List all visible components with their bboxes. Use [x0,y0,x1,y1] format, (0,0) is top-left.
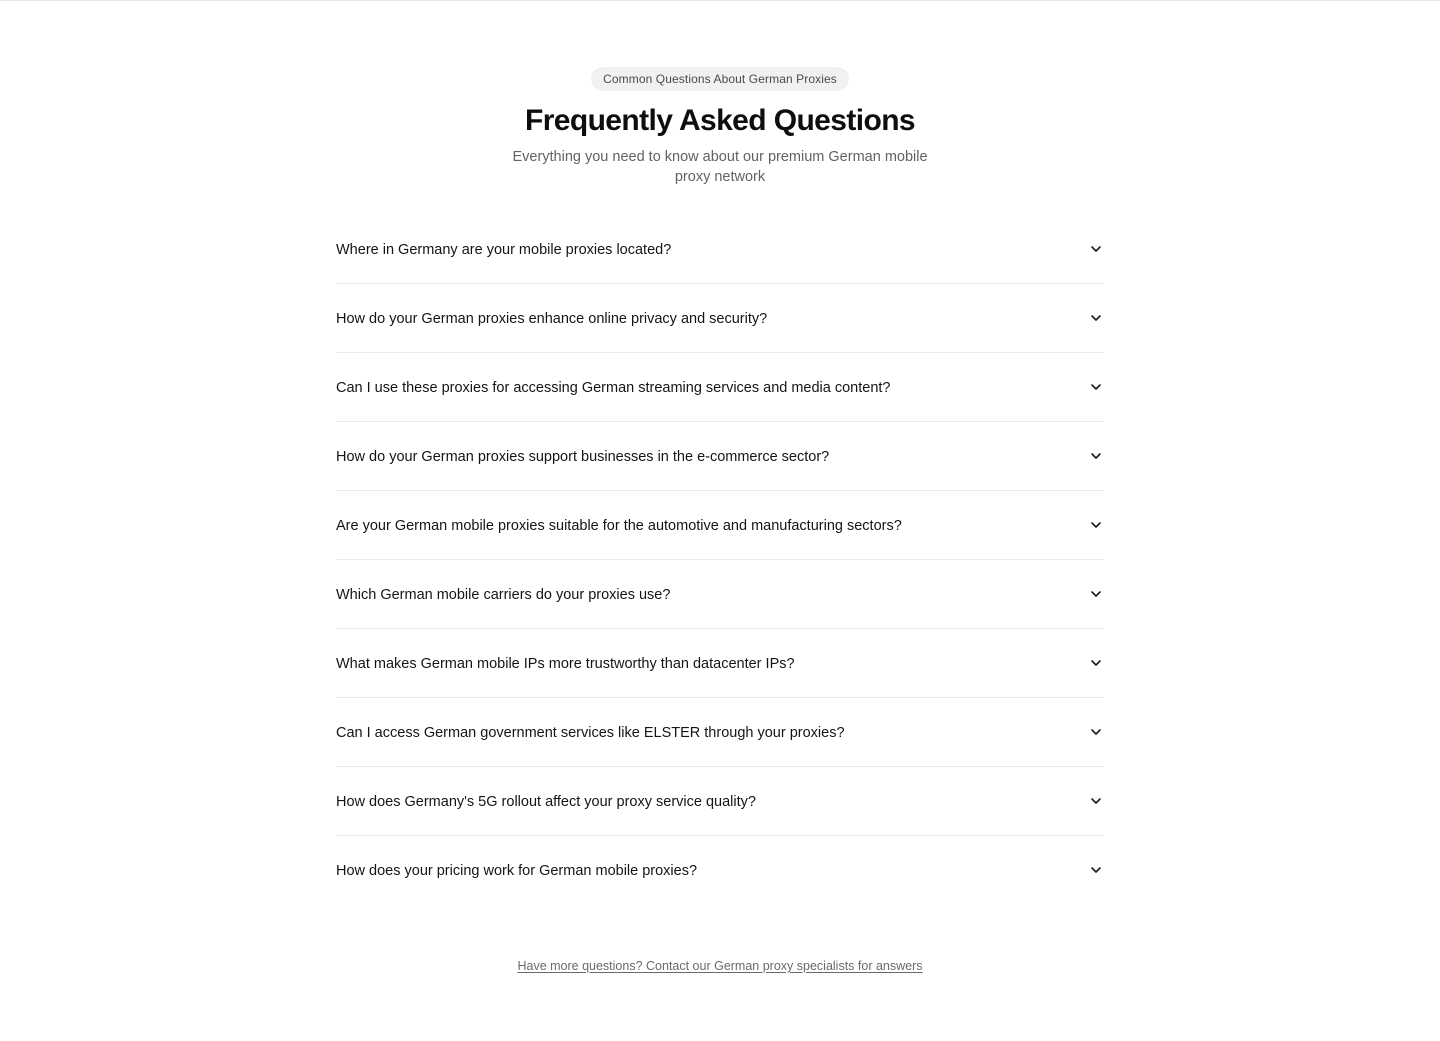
chevron-down-icon[interactable] [1090,312,1102,324]
faq-item[interactable] [336,422,1104,491]
faq-item[interactable] [336,698,1104,767]
chevron-down-icon[interactable] [1090,588,1102,600]
chevron-down-icon[interactable] [1090,795,1102,807]
contact-link-container [0,957,1440,975]
page-subtitle: Everything you need to know about our premium German mobile proxy network [512,149,928,185]
faq-question: Where in Germany are your mobile proxies located? [336,242,672,258]
faq-item[interactable] [336,491,1104,560]
faq-item[interactable] [336,767,1104,836]
faq-item[interactable] [336,284,1104,353]
faq-item[interactable] [336,353,1104,422]
chevron-down-icon[interactable] [1090,381,1102,393]
faq-question: Can I access German government services like ELSTER through your proxies? [336,725,845,741]
faq-question: How does your pricing work for German mobile proxies? [336,863,698,879]
faq-question: Can I use these proxies for accessing German streaming services and media content? [336,380,891,396]
chevron-down-icon[interactable] [1090,657,1102,669]
faq-question: Are your German mobile proxies suitable for the automotive and manufacturing sectors? [336,518,902,534]
faq-question: Which German mobile carriers do your proxies use? [336,587,671,603]
faq-list [336,215,1104,905]
faq-question: What makes German mobile IPs more trustworthy than datacenter IPs? [336,656,795,672]
faq-header [0,67,1440,187]
page-title: Frequently Asked Questions [524,104,916,137]
faq-question: How do your German proxies support businesses in the e-commerce sector? [336,449,830,465]
top-divider [0,0,1440,1]
section-badge: Common Questions About German Proxies [591,67,849,91]
chevron-down-icon[interactable] [1090,726,1102,738]
faq-item[interactable] [336,560,1104,629]
contact-specialists-link[interactable]: Have more questions? Contact our German proxy specialists for answers [517,959,923,973]
chevron-down-icon[interactable] [1090,243,1102,255]
chevron-down-icon[interactable] [1090,864,1102,876]
faq-item[interactable] [336,836,1104,905]
faq-question: How does Germany's 5G rollout affect your proxy service quality? [336,794,756,810]
faq-question: How do your German proxies enhance online privacy and security? [336,311,768,327]
chevron-down-icon[interactable] [1090,450,1102,462]
faq-item[interactable] [336,629,1104,698]
chevron-down-icon[interactable] [1090,519,1102,531]
faq-item[interactable] [336,215,1104,284]
